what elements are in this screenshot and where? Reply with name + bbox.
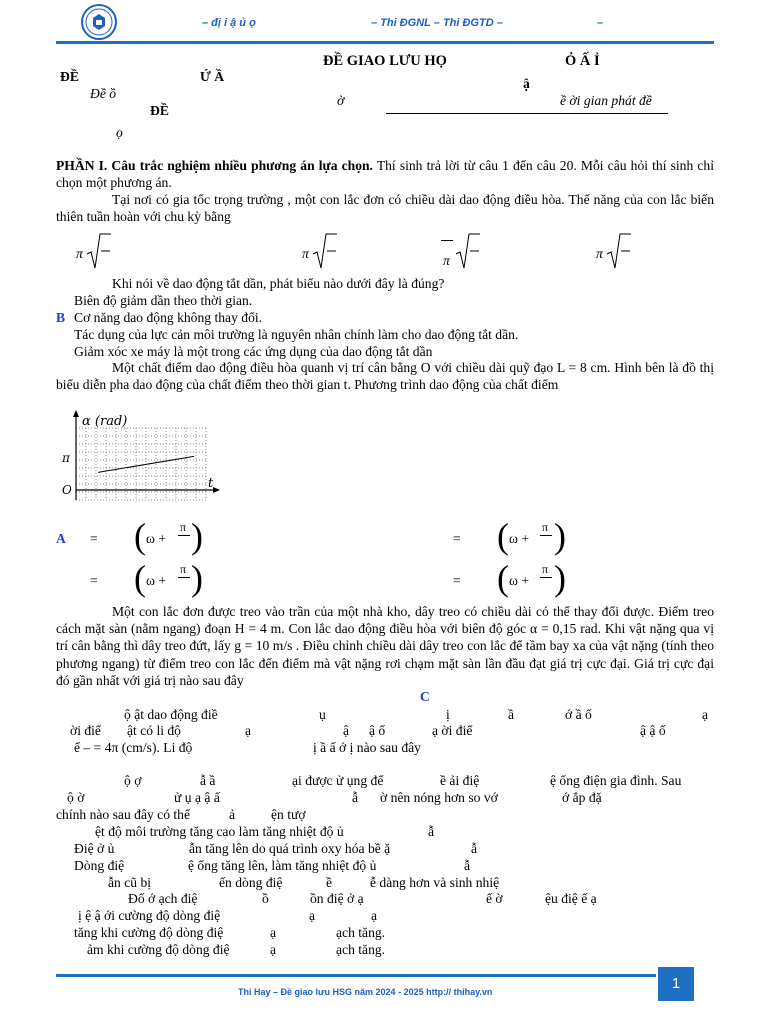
q6-option-b2: ẫn tăng lên do quá trình oxy hóa bề ặ — [189, 841, 391, 856]
q2-text: Khi nói về dao động tắt dần, phát biểu nào dưới đây là đúng? — [112, 276, 445, 291]
q7-l1a: Đố ớ ạch điệ — [128, 891, 198, 906]
q2-option-a: Biên độ giảm dần theo thời gian. — [74, 293, 253, 308]
q6-l2e: ớ ắp đặ — [562, 790, 602, 805]
logo-icon — [83, 6, 115, 38]
q7-l1d: ế ờ — [486, 891, 503, 906]
q6-l3a: chính nào sau đây có thể — [56, 807, 191, 822]
q6-option-a: ệt độ môi trường tăng cao làm tăng nhiệt độ ủ — [95, 824, 344, 839]
q6-option-d4: ễ dàng hơn và sinh nhiệ — [370, 875, 500, 890]
q2-option-d: Giảm xóc xe máy là một trong các ứng dụng của dao động tắt dần — [74, 344, 433, 359]
q5-l1b: ụ — [319, 707, 326, 722]
q7-l2c: ạ — [371, 908, 378, 923]
q3-option-a-frac — [178, 535, 190, 536]
q1-option-b-sqrt — [312, 232, 338, 272]
q1-option-d-pi: π — [596, 246, 603, 261]
q5-l1a: ộ ật dao động điề — [124, 707, 218, 722]
q7-l1e: ệu điệ ế ạ — [545, 891, 597, 906]
q5-l1e: ớ ầ ố — [565, 707, 592, 722]
title-left-4: ọ — [116, 125, 123, 140]
q3-option-c-omega: ω + — [146, 573, 167, 588]
q3-option-d-omega: ω + — [509, 573, 530, 588]
q6-l3b: ả — [229, 807, 236, 822]
q6-l1e: ệ ống điện gia đình. Sau — [550, 773, 682, 788]
q6-l1c: ại được ử ụng để — [292, 773, 384, 788]
title-left-1: ĐỀ — [60, 69, 79, 84]
q3-option-a-label: A — [56, 531, 66, 546]
q6-option-c3: ẫ — [464, 858, 471, 873]
part1-heading-block — [56, 157, 714, 191]
q6-option-d3: ề — [326, 875, 333, 890]
q5-l1c: ị — [446, 707, 450, 722]
chart-grid — [76, 428, 206, 500]
q1-option-c-sqrt — [455, 232, 481, 272]
q6-option-d2: ến dòng điệ — [219, 875, 283, 890]
q3-option-a-rparen: ) — [191, 516, 203, 556]
q7-l1b: ồ — [262, 891, 269, 906]
q7-l2a: ị ệ ậ ới cường độ dòng điệ — [78, 908, 221, 923]
q6-option-b3: ẫ — [471, 841, 478, 856]
chart-x-label: t — [208, 476, 214, 491]
q5-l2d: ậ — [343, 723, 350, 738]
q5-l2e: ậ ố — [369, 723, 386, 738]
q7-option-b3: ạch tăng. — [336, 942, 386, 957]
q1-option-c-fraction — [441, 240, 453, 241]
q3-option-c-pi: π — [180, 562, 187, 576]
q6-l2a: ộ ờ — [67, 790, 85, 805]
q3-option-b-lparen: ( — [497, 516, 509, 556]
title-right-1: ậ — [523, 76, 530, 91]
q7-option-b2: ạ — [270, 942, 277, 957]
q6-option-c2: ệ ống tăng lên, làm tăng nhiệt độ ủ — [188, 858, 377, 873]
q7-option-a2: ạ — [270, 925, 277, 940]
q3-option-c-eq: = — [90, 573, 98, 588]
q6-option-c: Dòng điệ — [74, 858, 125, 873]
q2-option-b-label: B — [56, 310, 66, 325]
q6-l3c: ện tượ — [271, 807, 306, 822]
q1-text: Tại nơi có gia tốc trọng trường , một con lắc đơn có chiều dài dao động điều hòa. Thế năng của con lắc biến thiên tuần hoàn với chu kỳ bằng — [56, 192, 714, 225]
q4-text: Một con lắc đơn được treo vào trần của một nhà kho, dây treo có chiều dài có thể thay đổi được. Điểm treo cách mặt sàn (nằm ngang) đoạn H = 4 m. Con lắc dao động điều hòa với biên độ góc α = 0,15 rad. Khi vật nặng qua vị trí cân bằng thì dây treo đứt, lấy g = 10 m/s . Điều chỉnh chiều dài dây treo con lắc để tầm bay xa của vật nặng (tính theo phương ngang) từ điểm treo con lắc đến điểm mà vật nặng rơi chạm mặt sàn lần đầu đạt giá trị cực đại. Giá trị cực đại đó gần nhất với giá trị nào sau đây — [56, 604, 714, 688]
q6-option-d: ẫn cũ bị — [108, 875, 152, 890]
title-right-2: ờ — [337, 93, 345, 108]
q3-option-c-lparen: ( — [134, 558, 146, 598]
footer-rule — [56, 974, 656, 977]
q5-l1d: ầ — [508, 707, 515, 722]
q7-l2b: ạ — [309, 908, 316, 923]
q7-option-b: ảm khi cường độ dòng điệ — [87, 942, 230, 957]
q5-l2b: ật có li độ — [127, 723, 181, 738]
q4-answer: C — [420, 689, 430, 704]
header-text-1: – đị i ậ ủ ọ — [202, 17, 256, 29]
q1-option-d-sqrt — [606, 232, 632, 272]
q5-l2c: ạ — [245, 723, 252, 738]
header-text-2: – Thi ĐGNL – Thi ĐGTD – — [371, 17, 503, 29]
q2-option-b: Cơ năng dao động không thay đổi. — [74, 310, 263, 325]
q5-l2g: ậ ậ ố — [640, 723, 666, 738]
title-right-3: ề ời gian phát đề — [560, 93, 652, 108]
q3-option-b-pi: π — [542, 520, 549, 534]
q3-text: Một chất điểm dao động điều hòa quanh vị trí cân bằng O với chiều dài quỹ đạo L = 8 cm. Hình bên là đồ thị biểu diễn pha dao động của chất điểm theo thời gian t. Phương trình dao động của chất điểm — [56, 360, 714, 393]
q3-option-a-eq: = — [90, 531, 98, 546]
q3-option-b-omega: ω + — [509, 531, 530, 546]
chart-ytick-origin: O — [62, 483, 72, 497]
q6-option-b: Điệ ở ủ — [74, 841, 115, 856]
q3-option-d-rparen: ) — [554, 558, 566, 598]
q5-l3a: ế – = 4π (cm/s). Li độ — [74, 740, 193, 755]
page-number: 1 — [658, 967, 694, 1001]
q6-l1b: ẫ ầ — [200, 773, 216, 788]
q5-l2f: ạ ời điể — [432, 723, 473, 738]
title-left-2: Đề ồ — [90, 86, 117, 101]
q3-option-d-lparen: ( — [497, 558, 509, 598]
q7-l1c: ồn điệ ở ạ — [310, 891, 364, 906]
q3-option-b-eq: = — [453, 531, 461, 546]
q1-option-c-pi: π — [443, 253, 450, 268]
phase-chart — [58, 408, 228, 504]
title-underline — [386, 113, 668, 114]
q3-option-c-frac — [178, 577, 190, 578]
q2-option-c: Tác dụng của lực cản môi trường là nguyên nhân chính làm cho dao động tắt dần. — [74, 327, 519, 342]
chart-y-arrow — [73, 410, 79, 417]
q1-option-a-sqrt — [86, 232, 112, 272]
logo — [81, 4, 117, 40]
header-text-3: – — [597, 17, 604, 29]
q7-option-a: tăng khi cường độ dòng điệ — [74, 925, 224, 940]
part1-heading-rest: Thí sinh trả lời từ câu 1 đến câu 20. Mỗi câu hỏi thí sinh chỉ chọn một phương án. — [56, 158, 714, 191]
q6-l2c: ẫ — [352, 790, 359, 805]
chart-ytick-pi: π — [62, 451, 70, 465]
q5-l1f: ạ — [702, 707, 709, 722]
q6-l2d: ờ nên nóng hơn so vớ — [380, 790, 498, 805]
header-rule — [56, 41, 714, 44]
q6-l2b: ử ụ ạ ậ ấ — [174, 790, 220, 805]
footer-text: Thi Hay – Đề giao lưu HSG năm 2024 - 2025 http:// thihay.vn — [238, 987, 493, 997]
q3-option-d-pi: π — [542, 562, 549, 576]
q6-l1d: ề ải điệ — [440, 773, 480, 788]
q1-option-b-pi: π — [302, 246, 309, 261]
q1-option-a-pi: π — [76, 246, 83, 261]
part1-heading: PHẦN I. Câu trắc nghiệm nhiều phương án lựa chọn. — [56, 158, 373, 173]
q3-option-d-eq: = — [453, 573, 461, 588]
q3-option-b-rparen: ) — [554, 516, 566, 556]
q5-l2a: ời điể — [70, 723, 101, 738]
title-left-3: ĐỀ — [150, 103, 169, 118]
title-left-1b: Ứ Ầ — [200, 69, 225, 84]
q3-option-d-frac — [540, 577, 552, 578]
q5-l3b: ị ầ ấ ớ ị nào sau đây — [313, 740, 421, 755]
q3-option-b-frac — [540, 535, 552, 536]
q7-option-a3: ạch tăng. — [336, 925, 386, 940]
title-main: ĐỀ GIAO LƯU HỌ — [323, 53, 447, 69]
q3-option-a-omega: ω + — [146, 531, 167, 546]
q6-option-a2: ẫ — [428, 824, 435, 839]
q3-option-c-rparen: ) — [191, 558, 203, 598]
q3-option-a-lparen: ( — [134, 516, 146, 556]
q6-l1a: ộ ợ — [124, 773, 142, 788]
chart-x-arrow — [213, 487, 220, 493]
chart-y-label: α (rad) — [82, 414, 128, 429]
title-main-rest: Ỏ Ấ Ỉ — [565, 53, 600, 69]
q3-option-a-pi: π — [180, 520, 187, 534]
